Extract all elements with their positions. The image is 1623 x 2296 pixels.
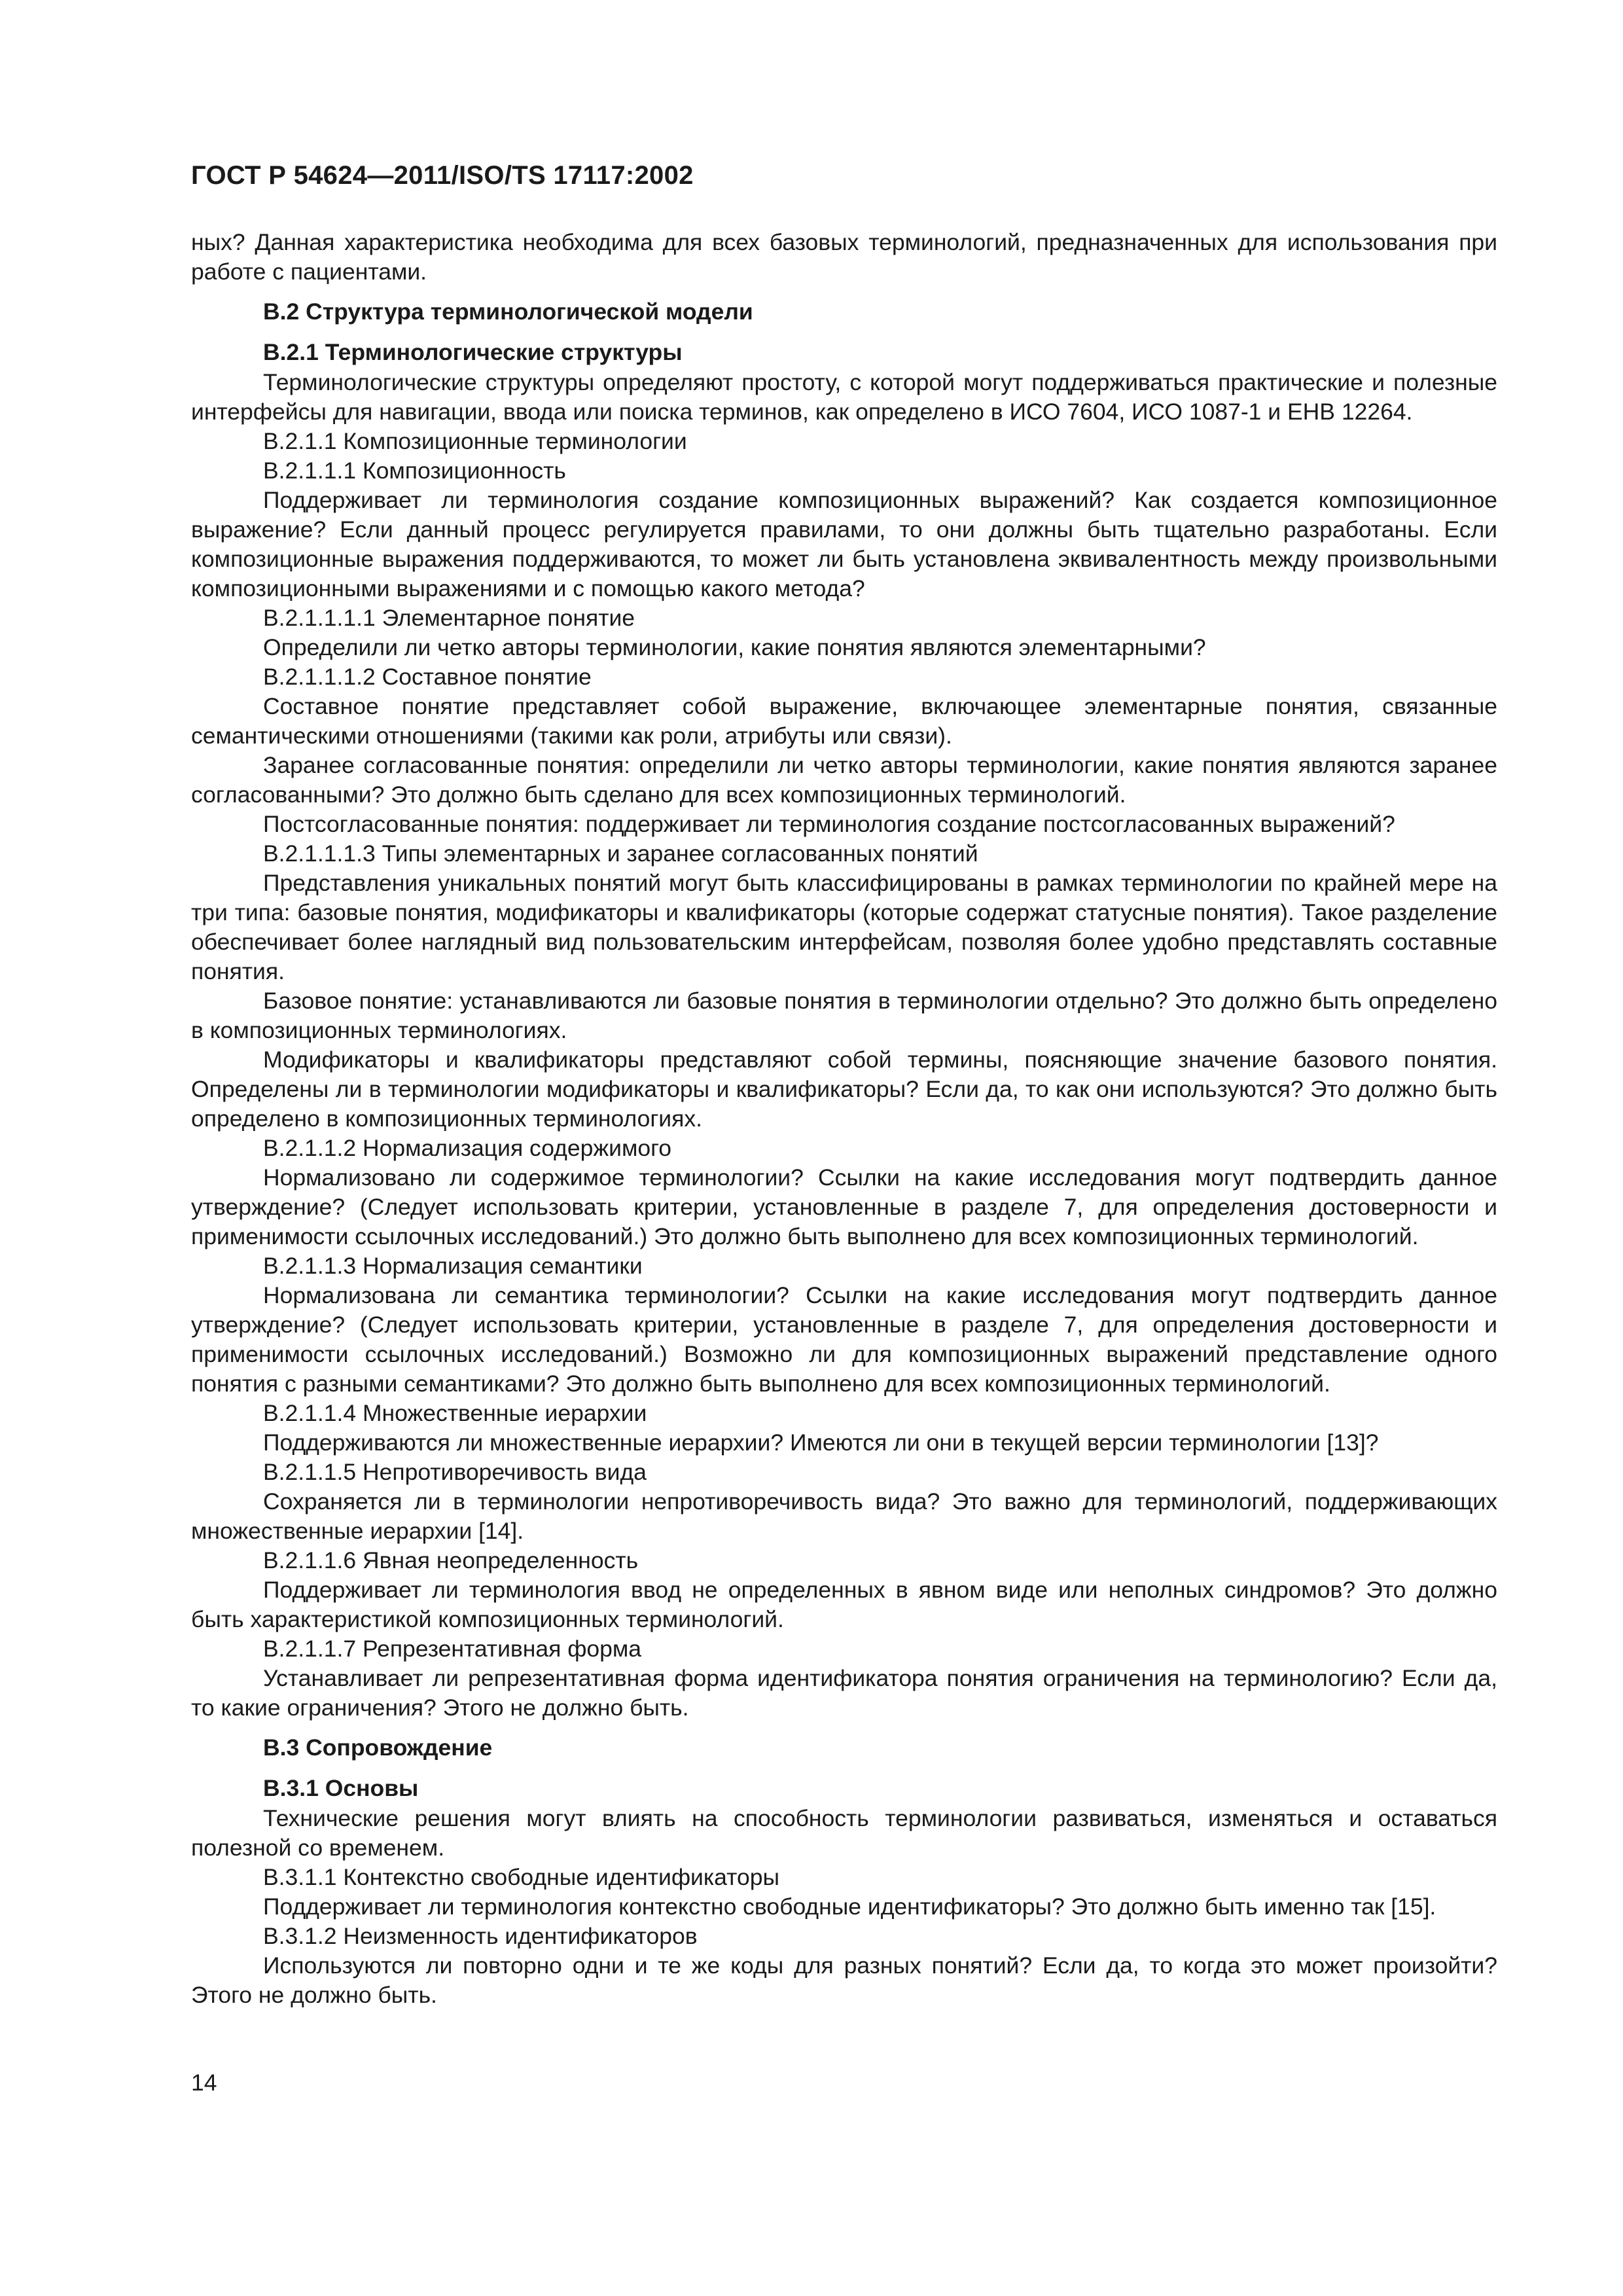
document-header: ГОСТ Р 54624—2011/ISO/TS 17117:2002	[191, 161, 694, 190]
paragraph: Модификаторы и квалификаторы представляют собой термины, поясняющие значение базового понятия. Определены ли в терминологии модификаторы и квалификаторы? Если да, то как они используются? Это должно быть определено в композиционных терминологиях.	[191, 1047, 1497, 1132]
clause-heading: B.2.1.1.1.3 Типы элементарных и заранее согласованных понятий	[263, 840, 978, 867]
clause-heading: B.2.1.1.1.2 Составное понятие	[263, 664, 592, 690]
paragraph: Базовое понятие: устанавливаются ли базовые понятия в терминологии отдельно? Это должно быть определено в композиционных терминологиях.	[191, 988, 1497, 1043]
clause-heading: B.2.1.1.6 Явная неопределенность	[263, 1547, 639, 1573]
clause-heading: B.2.1.1.1.1 Элементарное понятие	[263, 605, 635, 631]
clause-heading: B.2.1.1 Композиционные терминологии	[263, 428, 687, 454]
paragraph: Поддерживает ли терминология ввод не определенных в явном виде или неполных синдромов? Это должно быть характеристикой композиционных терминологий.	[191, 1577, 1497, 1632]
paragraph: Технические решения могут влиять на способность терминологии развиваться, изменяться и оставаться полезной со временем.	[191, 1805, 1497, 1861]
paragraph: Терминологические структуры определяют простоту, с которой могут поддерживаться практические и полезные интерфейсы для навигации, ввода или поиска терминов, как определено в ИСО 7604, ИСО 1087-1 и ЕНВ 12264.	[191, 369, 1497, 425]
clause-heading: B.3.1.1 Контекстно свободные идентификаторы	[263, 1864, 779, 1890]
clause-heading: B.3.1.2 Неизменность идентификаторов	[263, 1923, 698, 1949]
paragraph: Представления уникальных понятий могут быть классифицированы в рамках терминологии по крайней мере на три типа: базовые понятия, модификаторы и квалификаторы (которые содержат статусные понятия). Такое разделение обеспечивает более наглядный вид пользовательским интерфейсам, позволяя более удобно представлять составные понятия.	[191, 870, 1497, 984]
section-heading: B.3 Сопровождение	[263, 1734, 493, 1761]
section-heading: B.2 Структура терминологической модели	[263, 298, 753, 325]
clause-heading: B.2.1.1.1 Композиционность	[263, 457, 566, 484]
paragraph: Поддерживает ли терминология создание композиционных выражений? Как создается композиционное выражение? Если данный процесс регулируется правилами, то они должны быть тщательно разработаны. Если композиционные выражения поддерживаются, то может ли быть установлена эквивалентность между произвольными композиционными выражениями и с помощью какого метода?	[191, 487, 1497, 601]
paragraph: Заранее согласованные понятия: определили ли четко авторы терминологии, какие понятия являются заранее согласованными? Это должно быть сделано для всех композиционных терминологий.	[191, 752, 1497, 808]
clause-heading: B.2.1.1.2 Нормализация содержимого	[263, 1135, 672, 1161]
paragraph: Сохраняется ли в терминологии непротиворечивость вида? Это важно для терминологий, поддерживающих множественные иерархии [14].	[191, 1488, 1497, 1544]
page-number: 14	[191, 2070, 217, 2096]
clause-heading: B.2.1.1.3 Нормализация семантики	[263, 1253, 643, 1279]
paragraph: ных? Данная характеристика необходима для всех базовых терминологий, предназначенных для использования при работе с пациентами.	[191, 229, 1497, 285]
paragraph: Определили ли четко авторы терминологии, какие понятия являются элементарными?	[263, 634, 1206, 660]
paragraph: Поддерживает ли терминология контекстно свободные идентификаторы? Это должно быть именно так [15].	[263, 1893, 1436, 1920]
document-body	[191, 228, 1497, 2010]
clause-heading: B.2.1.1.5 Непротиворечивость вида	[263, 1459, 647, 1485]
paragraph: Устанавливает ли репрезентативная форма идентификатора понятия ограничения на терминологию? Если да, то какие ограничения? Этого не должно быть.	[191, 1665, 1497, 1721]
clause-heading: B.2.1.1.7 Репрезентативная форма	[263, 1636, 642, 1662]
subsection-heading: B.3.1 Основы	[263, 1775, 419, 1801]
paragraph: Нормализована ли семантика терминологии? Ссылки на какие исследования могут подтвердить данное утверждение? (Следует использовать критерии, установленные в разделе 7, для определения достоверности и применимости ссылочных исследований.) Возможно ли для композиционных выражений представление одного понятия с разными семантиками? Это должно быть выполнено для всех композиционных терминологий.	[191, 1282, 1497, 1397]
clause-heading: B.2.1.1.4 Множественные иерархии	[263, 1400, 647, 1426]
paragraph: Составное понятие представляет собой выражение, включающее элементарные понятия, связанные семантическими отношениями (такими как роли, атрибуты или связи).	[191, 693, 1497, 749]
paragraph: Нормализовано ли содержимое терминологии? Ссылки на какие исследования могут подтвердить данное утверждение? (Следует использовать критерии, установленные в разделе 7, для определения достоверности и применимости ссылочных исследований.) Это должно быть выполнено для всех композиционных терминологий.	[191, 1164, 1497, 1249]
subsection-heading: B.2.1 Терминологические структуры	[263, 339, 683, 365]
paragraph: Поддерживаются ли множественные иерархии? Имеются ли они в текущей версии терминологии [13]?	[263, 1429, 1379, 1456]
paragraph: Постсогласованные понятия: поддерживает ли терминология создание постсогласованных выражений?	[263, 811, 1395, 837]
paragraph: Используются ли повторно одни и те же коды для разных понятий? Если да, то когда это может произойти? Этого не должно быть.	[191, 1952, 1497, 2008]
